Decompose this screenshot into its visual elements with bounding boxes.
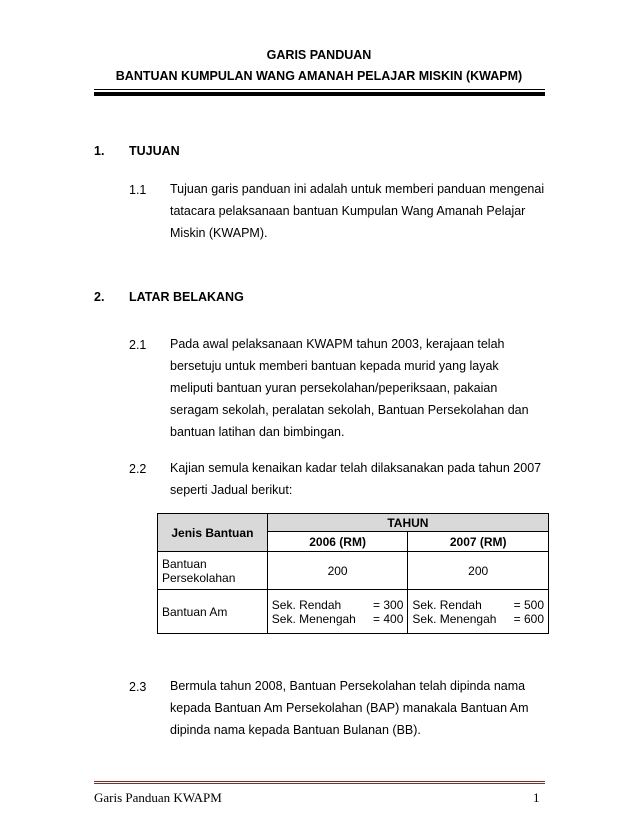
value-2006-cell [267,590,408,634]
paragraph-line: Tujuan garis panduan ini adalah untuk memberi panduan mengenai [170,182,545,196]
header-rule-thick [94,92,545,96]
rate-label: Sek. Menengah [271,611,356,626]
rate-value: = 300 [373,597,404,612]
row-type-cell: Bantuan Am [158,590,268,634]
table-header-year-group: TAHUN [267,514,548,532]
value-2006: 200 [267,552,408,590]
row-type-line: Bantuan [162,556,207,571]
rate-line [272,612,404,626]
value-2007: 200 [408,552,549,590]
section-1-heading: TUJUAN [129,144,180,158]
paragraph-line: seperti Jadual berikut: [170,483,293,497]
section-2-heading: LATAR BELAKANG [129,290,244,304]
footer-rule-secondary [94,783,545,784]
paragraph-line: kepada Bantuan Am Persekolahan (BAP) manakala Bantuan Am [170,701,529,715]
paragraph-line: tatacara pelaksanaan bantuan Kumpulan Wang Amanah Pelajar [170,204,526,218]
paragraph-line: bersetuju untuk memberi bantuan kepada murid yang layak [170,359,499,373]
document-title: GARIS PANDUAN [266,48,372,62]
rate-label: Sek. Rendah [271,597,342,612]
rates-table [157,513,549,634]
header-rule-thin [94,89,545,90]
table-row [158,552,549,590]
table-row [158,590,549,634]
paragraph-line: meliputi bantuan yuran persekolahan/peperiksaan, pakaian [170,381,498,395]
item-1-1-paragraph [170,178,545,244]
paragraph-line: seragam sekolah, peralatan sekolah, Bantuan Persekolahan dan [170,403,529,417]
paragraph-line: Pada awal pelaksanaan KWAPM tahun 2003, kerajaan telah [170,337,505,351]
paragraph-line: bantuan latihan dan bimbingan. [170,425,345,439]
rate-value: = 600 [513,611,544,626]
item-2-2-paragraph [170,457,545,501]
paragraph-line: Miskin (KWAPM). [170,226,268,240]
page-number: 1 [533,790,540,805]
document-subtitle: BANTUAN KUMPULAN WANG AMANAH PELAJAR MISKIN (KWAPM) [115,69,523,83]
section-1-number: 1. [94,144,105,158]
item-2-3-number: 2.3 [129,680,147,694]
table-header-2007: 2007 (RM) [408,532,549,552]
table-header-2006: 2006 (RM) [267,532,408,552]
rate-line [412,598,544,612]
section-2-number: 2. [94,290,105,304]
row-type-line: Persekolahan [162,570,236,585]
rate-line [412,612,544,626]
row-type-cell [158,552,268,590]
value-2007-cell [408,590,549,634]
rate-label: Sek. Menengah [412,611,497,626]
rate-line [272,598,404,612]
item-2-2-number: 2.2 [129,462,147,476]
rate-label: Sek. Rendah [412,597,482,612]
rate-value: = 500 [513,597,544,612]
footer-rule [94,781,545,782]
item-2-3-paragraph [170,675,545,741]
item-2-1-paragraph [170,333,545,443]
paragraph-line: dipinda nama kepada Bantuan Bulanan (BB). [170,723,421,737]
footer-title: Garis Panduan KWAPM [94,790,222,805]
rate-value: = 400 [373,611,404,626]
paragraph-line: Bermula tahun 2008, Bantuan Persekolahan telah dipinda nama [170,679,526,693]
table-header-type: Jenis Bantuan [158,514,268,552]
item-2-1-number: 2.1 [129,338,147,352]
paragraph-line: Kajian semula kenaikan kadar telah dilaksanakan pada tahun 2007 [170,461,542,475]
item-1-1-number: 1.1 [129,183,147,197]
